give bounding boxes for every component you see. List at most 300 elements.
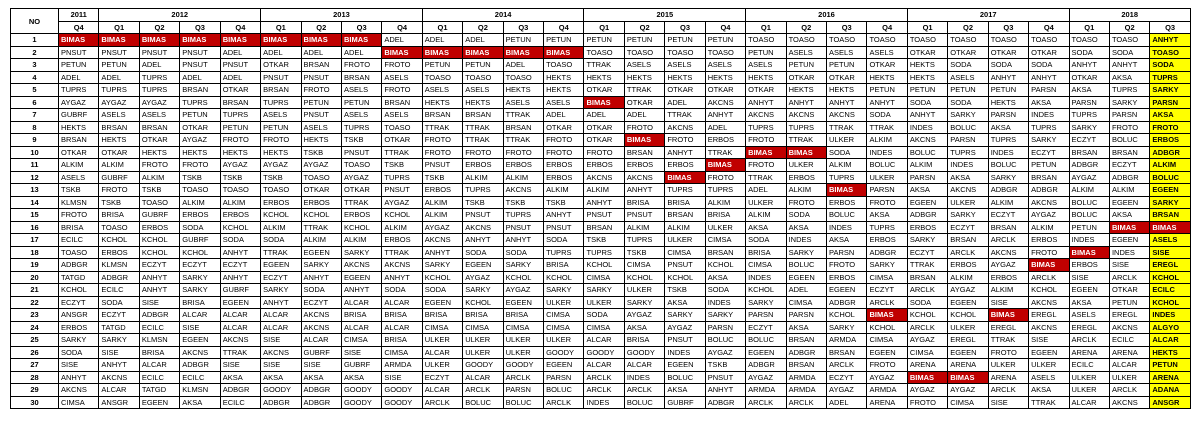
ticker-cell: ASELS <box>463 84 503 97</box>
ticker-cell: SISE <box>1069 271 1109 284</box>
rank-number: 18 <box>11 246 59 259</box>
ticker-cell: PNSUT <box>59 46 99 59</box>
ticker-cell: AYGAZ <box>907 334 947 347</box>
ticker-cell: GOODY <box>261 384 301 397</box>
ticker-cell: BRSAN <box>665 209 705 222</box>
table-row <box>11 334 1191 347</box>
ticker-cell: OTKAR <box>584 121 624 134</box>
ticker-cell: BOLUC <box>948 121 988 134</box>
ticker-cell: ADBGR <box>180 359 220 372</box>
ticker-cell: SISE <box>1150 246 1190 259</box>
ticker-cell: PETUN <box>705 34 745 47</box>
quarter-header: Q4 <box>544 21 584 34</box>
ticker-cell: TSKB <box>180 171 220 184</box>
ticker-cell: AKSA <box>1069 84 1109 97</box>
ticker-cell: EGEEN <box>503 296 543 309</box>
ticker-cell: ALCAR <box>422 384 462 397</box>
ticker-cell: AKCNS <box>301 309 341 322</box>
ticker-cell: ULKER <box>503 334 543 347</box>
ticker-cell: TUPRS <box>948 146 988 159</box>
quarter-header: Q1 <box>746 21 786 34</box>
ticker-cell: OTKAR <box>220 84 260 97</box>
ticker-cell: BRSAN <box>503 121 543 134</box>
ticker-cell: HEKTS <box>1150 346 1190 359</box>
ticker-cell: KCHOL <box>503 271 543 284</box>
ticker-cell: SARKY <box>786 246 826 259</box>
ticker-cell: SODA <box>988 59 1028 72</box>
ticker-cell: CIMSA <box>584 321 624 334</box>
rank-number: 9 <box>11 134 59 147</box>
ticker-cell: KCHOL <box>948 309 988 322</box>
ticker-cell: BOLUC <box>1069 209 1109 222</box>
quarter-header: Q1 <box>1069 21 1109 34</box>
ticker-cell: HEKTS <box>59 121 99 134</box>
ticker-cell: SISE <box>261 359 301 372</box>
ticker-cell: ALCAR <box>341 296 381 309</box>
ticker-cell: PNSUT <box>341 146 381 159</box>
ticker-cell: CIMSA <box>422 321 462 334</box>
ticker-cell: ALCAR <box>139 359 179 372</box>
ticker-cell: ALCAR <box>220 309 260 322</box>
ticker-cell: EREGL <box>988 321 1028 334</box>
year-header: 2017 <box>907 9 1069 22</box>
ticker-cell: CIMSA <box>705 234 745 247</box>
ticker-cell: ARENA <box>1150 371 1190 384</box>
ticker-cell: ANHYT <box>1029 71 1069 84</box>
ticker-cell: SARKY <box>99 334 139 347</box>
ticker-cell: BOLUC <box>907 146 947 159</box>
ticker-cell: AYGAZ <box>341 171 381 184</box>
ticker-cell: BOLUC <box>544 384 584 397</box>
ticker-cell: OTKAR <box>584 84 624 97</box>
ticker-cell: ECZYT <box>99 309 139 322</box>
ticker-cell: ERBOS <box>261 196 301 209</box>
ticker-cell: INDES <box>907 121 947 134</box>
ticker-cell: FROTO <box>624 121 664 134</box>
ticker-cell: TTRAK <box>1029 396 1069 409</box>
ticker-cell: INDES <box>584 396 624 409</box>
ticker-cell: ANHYT <box>584 196 624 209</box>
ticker-cell: GOODY <box>463 359 503 372</box>
ticker-cell: ARCLK <box>463 384 503 397</box>
ticker-cell: TTRAK <box>907 259 947 272</box>
ticker-cell: SARKY <box>827 321 867 334</box>
ticker-cell: AYGAZ <box>463 271 503 284</box>
year-header: 2011 <box>59 9 99 22</box>
ticker-cell: BOLUC <box>463 396 503 409</box>
ticker-cell: ERBOS <box>988 271 1028 284</box>
table-row <box>11 96 1191 109</box>
ticker-cell: ALCAR <box>422 346 462 359</box>
ticker-cell: SISE <box>988 396 1028 409</box>
ticker-cell: BIMAS <box>665 171 705 184</box>
ticker-cell: BIMAS <box>1069 246 1109 259</box>
ticker-cell: EGEEN <box>180 334 220 347</box>
ticker-cell: ADEL <box>382 34 422 47</box>
ticker-cell: BOLUC <box>746 334 786 347</box>
ticker-cell: TTRAK <box>382 146 422 159</box>
ticker-cell: TOASO <box>99 221 139 234</box>
ticker-cell: ANHYT <box>1069 59 1109 72</box>
ticker-cell: ULKER <box>422 334 462 347</box>
ticker-cell: ALCAR <box>341 321 381 334</box>
ticker-cell: HEKTS <box>301 134 341 147</box>
ticker-cell: ADEL <box>422 34 462 47</box>
ticker-cell: BRSAN <box>382 96 422 109</box>
ticker-cell: ALCAR <box>1109 359 1149 372</box>
ticker-cell: AKSA <box>867 209 907 222</box>
ticker-cell: BRSAN <box>1150 209 1190 222</box>
rank-number: 12 <box>11 171 59 184</box>
ticker-cell: OTKAR <box>99 146 139 159</box>
ticker-cell: ARENA <box>907 359 947 372</box>
ticker-cell: ALKIM <box>544 184 584 197</box>
ticker-cell: AKSA <box>1109 209 1149 222</box>
ticker-cell: TUPRS <box>746 121 786 134</box>
ticker-cell: SODA <box>220 234 260 247</box>
ticker-cell: BIMAS <box>948 371 988 384</box>
ticker-cell: ANHYT <box>59 371 99 384</box>
ticker-cell: BIMAS <box>220 34 260 47</box>
ticker-cell: ALKIM <box>301 234 341 247</box>
rank-number: 3 <box>11 59 59 72</box>
ticker-cell: PARSN <box>705 321 745 334</box>
ticker-cell: PARSN <box>746 309 786 322</box>
ticker-cell: KCHOL <box>180 246 220 259</box>
ticker-cell: BOLUC <box>705 334 745 347</box>
ticker-cell: AKSA <box>948 171 988 184</box>
ticker-cell: AKCNS <box>746 109 786 122</box>
ticker-cell: INDES <box>1109 246 1149 259</box>
quarter-header: Q2 <box>463 21 503 34</box>
ticker-cell: BOLUC <box>1109 134 1149 147</box>
ticker-cell: PNSUT <box>463 209 503 222</box>
ticker-cell: ECZYT <box>746 321 786 334</box>
ticker-cell: PNSUT <box>180 59 220 72</box>
ticker-cell: CIMSA <box>503 321 543 334</box>
ticker-cell: BIMAS <box>746 146 786 159</box>
rank-number: 25 <box>11 334 59 347</box>
table-row <box>11 46 1191 59</box>
ticker-cell: ADBGR <box>220 384 260 397</box>
ticker-cell: TTRAK <box>746 171 786 184</box>
ticker-cell: BRISA <box>341 309 381 322</box>
ticker-cell: ULKER <box>948 196 988 209</box>
ticker-cell: OTKAR <box>665 84 705 97</box>
ticker-cell: ARMDA <box>786 371 826 384</box>
ticker-cell: AYGAZ <box>1069 171 1109 184</box>
ticker-cell: ADBGR <box>1069 159 1109 172</box>
ticker-cell: KLMSN <box>59 196 99 209</box>
table-row <box>11 221 1191 234</box>
ticker-cell: ADBGR <box>988 184 1028 197</box>
ticker-cell: ARCLK <box>1069 334 1109 347</box>
table-row <box>11 284 1191 297</box>
ticker-cell: ECZYT <box>261 271 301 284</box>
ticker-cell: FROTO <box>503 146 543 159</box>
ticker-cell: BIMAS <box>907 371 947 384</box>
ticker-cell: ERBOS <box>1029 234 1069 247</box>
ticker-cell: CIMSA <box>624 259 664 272</box>
table-row <box>11 234 1191 247</box>
ticker-cell: GOODY <box>503 359 543 372</box>
ticker-cell: ANHYT <box>624 184 664 197</box>
ticker-cell: SISE <box>99 346 139 359</box>
ticker-cell: ADBGR <box>907 209 947 222</box>
ticker-cell: ARCLK <box>746 396 786 409</box>
ticker-cell: OTKAR <box>341 184 381 197</box>
ticker-cell: ULKER <box>463 334 503 347</box>
ticker-cell: SODA <box>422 284 462 297</box>
ticker-cell: BRSAN <box>139 121 179 134</box>
ticker-cell: ALKIM <box>1069 184 1109 197</box>
quarter-header-row <box>11 21 1191 34</box>
ticker-cell: TUPRS <box>382 171 422 184</box>
ticker-cell: ADEL <box>827 396 867 409</box>
ticker-cell: AKCNS <box>261 346 301 359</box>
ticker-cell: AYGAZ <box>220 159 260 172</box>
ticker-cell: KLMSN <box>180 384 220 397</box>
ticker-cell: ERBOS <box>948 259 988 272</box>
ticker-cell: HEKTS <box>220 146 260 159</box>
ticker-cell: ARCLK <box>422 396 462 409</box>
ticker-cell: ARMDA <box>382 359 422 372</box>
ticker-cell: EGEEN <box>907 196 947 209</box>
ticker-cell: SARKY <box>1109 96 1149 109</box>
ticker-cell: TUPRS <box>180 96 220 109</box>
ticker-cell: SODA <box>59 346 99 359</box>
ticker-cell: CIMSA <box>463 321 503 334</box>
ticker-cell: TTRAK <box>584 59 624 72</box>
ticker-cell: ANSGR <box>99 396 139 409</box>
ticker-cell: ERBOS <box>301 196 341 209</box>
ticker-cell: ERBOS <box>544 159 584 172</box>
ticker-cell: TUPRS <box>867 221 907 234</box>
ticker-cell: ASELS <box>827 46 867 59</box>
ticker-cell: FROTO <box>1150 121 1190 134</box>
ticker-cell: PNSUT <box>665 259 705 272</box>
ticker-cell: ASELS <box>382 71 422 84</box>
ticker-cell: BIMAS <box>1150 221 1190 234</box>
ticker-cell: AKSA <box>1069 296 1109 309</box>
ticker-cell: HEKTS <box>907 71 947 84</box>
year-header: 2013 <box>261 9 423 22</box>
ticker-cell: TOASO <box>463 71 503 84</box>
ticker-cell: TOASO <box>1150 46 1190 59</box>
ticker-cell: ANHYT <box>382 271 422 284</box>
ticker-cell: OTKAR <box>907 46 947 59</box>
ticker-cell: BIMAS <box>382 46 422 59</box>
ticker-cell: AKSA <box>1150 109 1190 122</box>
ticker-cell: ERBOS <box>463 159 503 172</box>
ticker-cell: ARCLK <box>1109 384 1149 397</box>
ticker-cell: ALCAR <box>180 309 220 322</box>
ticker-cell: ANHYT <box>301 271 341 284</box>
ticker-cell: SARKY <box>261 284 301 297</box>
ticker-cell: AKSA <box>705 271 745 284</box>
ticker-cell: ADEL <box>705 121 745 134</box>
ticker-cell: HEKTS <box>867 71 907 84</box>
ticker-cell: OTKAR <box>786 71 826 84</box>
ticker-cell: ECZYT <box>827 371 867 384</box>
ticker-cell: ALKIM <box>584 184 624 197</box>
ticker-cell: TSKB <box>584 234 624 247</box>
ticker-cell: AKSA <box>1029 96 1069 109</box>
ticker-cell: HEKTS <box>746 71 786 84</box>
ticker-cell: ADBGR <box>1029 184 1069 197</box>
quarter-header: Q1 <box>907 21 947 34</box>
ticker-cell: ERBOS <box>827 196 867 209</box>
ticker-cell: PETUN <box>220 121 260 134</box>
ticker-cell: PETUN <box>1150 359 1190 372</box>
ticker-cell: ALKIM <box>705 196 745 209</box>
ticker-cell: ADBGR <box>705 396 745 409</box>
ticker-cell: BRISA <box>59 221 99 234</box>
ticker-cell: ERBOS <box>705 134 745 147</box>
ticker-cell: BOLUC <box>988 159 1028 172</box>
ticker-cell: ASELS <box>301 121 341 134</box>
ticker-cell: BRSAN <box>988 221 1028 234</box>
ticker-cell: SODA <box>705 284 745 297</box>
ticker-cell: TUPRS <box>463 184 503 197</box>
ticker-cell: KCHOL <box>301 209 341 222</box>
ticker-cell: PETUN <box>99 59 139 72</box>
ticker-cell: AKCNS <box>665 121 705 134</box>
ticker-cell: ADEL <box>341 46 381 59</box>
ticker-cell: GUBRF <box>180 234 220 247</box>
ticker-cell: ANHYT <box>463 234 503 247</box>
table-row <box>11 59 1191 72</box>
table-row <box>11 296 1191 309</box>
ticker-cell: ECZYT <box>59 296 99 309</box>
ticker-cell: PETUN <box>948 84 988 97</box>
ticker-cell: AKCNS <box>463 221 503 234</box>
ticker-cell: HEKTS <box>503 84 543 97</box>
ticker-cell: PARSN <box>1069 96 1109 109</box>
ticker-cell: ANHYT <box>341 284 381 297</box>
ticker-cell: SODA <box>948 59 988 72</box>
ticker-cell: BRSAN <box>786 359 826 372</box>
ticker-cell: SODA <box>301 284 341 297</box>
ticker-cell: AYGAZ <box>948 384 988 397</box>
ticker-cell: ECZYT <box>907 246 947 259</box>
ticker-cell: ULKER <box>827 134 867 147</box>
ticker-cell: ANHYT <box>827 96 867 109</box>
ticker-cell: PARSN <box>503 384 543 397</box>
ticker-cell: SODA <box>261 234 301 247</box>
ticker-cell: AYGAZ <box>382 196 422 209</box>
ticker-cell: AKCNS <box>341 259 381 272</box>
ticker-cell: AYGAZ <box>1029 209 1069 222</box>
ticker-cell: EGEEN <box>422 296 462 309</box>
ticker-cell: OTKAR <box>948 46 988 59</box>
ticker-cell: SARKY <box>1150 196 1190 209</box>
ticker-cell: SODA <box>382 284 422 297</box>
ticker-cell: EGEEN <box>1150 184 1190 197</box>
ticker-cell: HEKTS <box>786 84 826 97</box>
ticker-cell: ADEL <box>746 184 786 197</box>
ticker-cell: KCHOL <box>139 246 179 259</box>
rank-number: 11 <box>11 159 59 172</box>
ticker-cell: ERBOS <box>503 159 543 172</box>
ticker-cell: ANHYT <box>988 71 1028 84</box>
ticker-cell: ALKIM <box>988 196 1028 209</box>
no-column-header: NO <box>11 9 59 34</box>
ticker-cell: PNSUT <box>544 221 584 234</box>
ticker-cell: ARENA <box>988 371 1028 384</box>
ticker-cell: PETUN <box>180 109 220 122</box>
ticker-cell: ECZYT <box>220 259 260 272</box>
rank-number: 19 <box>11 259 59 272</box>
ticker-cell: TOASO <box>341 159 381 172</box>
ticker-cell: ALKIM <box>220 196 260 209</box>
ticker-cell: ASELS <box>99 109 139 122</box>
ticker-cell: BRSAN <box>948 234 988 247</box>
ticker-cell: SARKY <box>746 296 786 309</box>
ticker-cell: PETUN <box>422 59 462 72</box>
ticker-cell: TUPRS <box>786 121 826 134</box>
quarter-header: Q1 <box>261 21 301 34</box>
ticker-cell: SODA <box>907 296 947 309</box>
ticker-cell: KCHOL <box>705 259 745 272</box>
ticker-cell: TUPRS <box>220 109 260 122</box>
ticker-cell: ASELS <box>786 46 826 59</box>
ticker-cell: BIMAS <box>99 34 139 47</box>
ticker-cell: INDES <box>867 146 907 159</box>
ticker-cell: ULKER <box>544 334 584 347</box>
ticker-cell: KCHOL <box>907 309 947 322</box>
ticker-cell: AKCNS <box>301 321 341 334</box>
ticker-cell: TUPRS <box>341 121 381 134</box>
quarter-header: Q2 <box>624 21 664 34</box>
ticker-cell: PETUN <box>988 84 1028 97</box>
ticker-cell: TUPRS <box>665 184 705 197</box>
ticker-cell: PETUN <box>624 34 664 47</box>
ticker-cell: HEKTS <box>624 71 664 84</box>
ticker-cell: ARCLK <box>786 396 826 409</box>
ticker-cell: SARKY <box>907 234 947 247</box>
ticker-cell: BIMAS <box>341 34 381 47</box>
ticker-cell: GOODY <box>382 396 422 409</box>
ticker-cell: AYGAZ <box>907 384 947 397</box>
ticker-cell: TUPRS <box>503 209 543 222</box>
ticker-cell: BRSAN <box>907 271 947 284</box>
ticker-cell: SARKY <box>624 296 664 309</box>
ticker-cell: CIMSA <box>584 271 624 284</box>
ticker-cell: KCHOL <box>99 234 139 247</box>
ticker-cell: HEKTS <box>907 59 947 72</box>
ticker-cell: OTKAR <box>584 134 624 147</box>
ticker-cell: PETUN <box>665 34 705 47</box>
ticker-cell: SODA <box>1069 46 1109 59</box>
ticker-cell: BRISA <box>139 346 179 359</box>
ticker-cell: HEKTS <box>544 71 584 84</box>
ticker-cell: ARCLK <box>1029 271 1069 284</box>
ticker-cell: PNSUT <box>705 371 745 384</box>
ticker-cell: KCHOL <box>665 271 705 284</box>
ticker-cell: BIMAS <box>584 96 624 109</box>
ticker-cell: TSKB <box>544 196 584 209</box>
ticker-cell: TUPRS <box>1069 109 1109 122</box>
ticker-cell: TUPRS <box>1029 121 1069 134</box>
ticker-cell: EGEEN <box>948 346 988 359</box>
ticker-cell: TTRAK <box>503 109 543 122</box>
ticker-cell: PETUN <box>261 121 301 134</box>
ticker-cell: FROTO <box>786 196 826 209</box>
ticker-cell: CIMSA <box>665 246 705 259</box>
ticker-cell: HEKTS <box>139 146 179 159</box>
ticker-cell: TOASO <box>1109 34 1149 47</box>
